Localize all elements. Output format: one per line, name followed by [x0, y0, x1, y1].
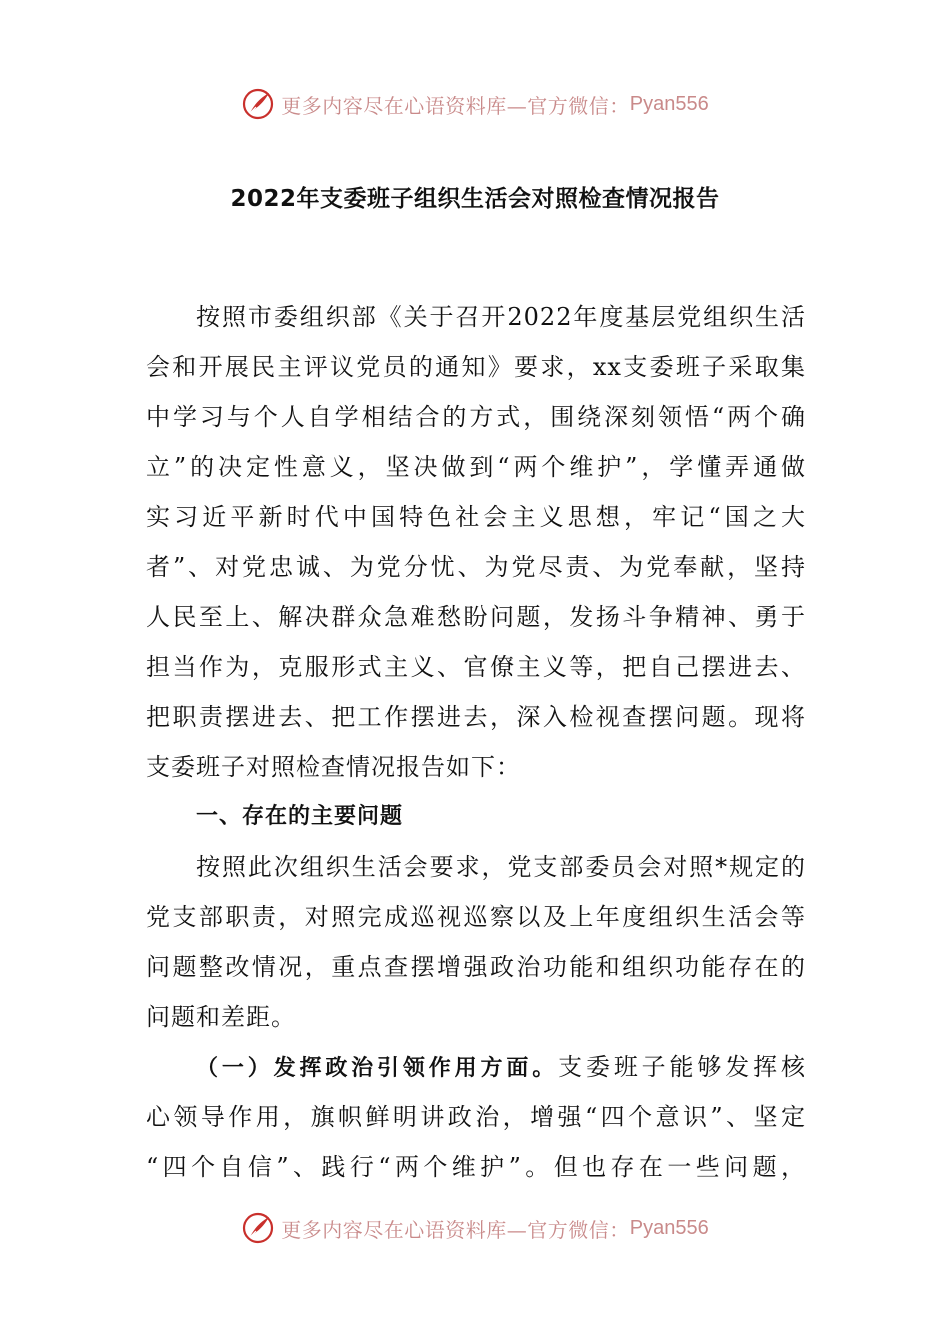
document-title: 2022年支委班子组织生活会对照检查情况报告: [230, 186, 720, 212]
quill-logo-icon: [241, 1211, 275, 1245]
watermark-wechat-id: Pyan556: [629, 1216, 709, 1239]
paragraph-line: 问题整改情况，重点查摆增强政治功能和组织功能存在的: [146, 953, 806, 981]
paragraph-line: 会和开展民主评议党员的通知》要求，xx支委班子采取集: [146, 353, 806, 381]
section-heading: 一、存在的主要问题: [196, 804, 404, 829]
quill-logo-icon: [241, 87, 275, 121]
paragraph-line: 问题和差距。: [146, 1003, 296, 1031]
paragraph-line: 担当作为，克服形式主义、官僚主义等，把自己摆进去、: [146, 653, 806, 681]
paragraph-line: 按照此次组织生活会要求，党支部委员会对照*规定的: [196, 853, 806, 881]
paragraph-line: 心领导作用，旗帜鲜明讲政治，增强“四个意识”、坚定: [146, 1103, 806, 1131]
subsection-heading: （一）发挥政治引领作用方面。: [196, 1056, 559, 1081]
paragraph-line: 支委班子对照检查情况报告如下：: [146, 753, 521, 781]
subsection-text: 支委班子能够发挥核: [558, 1053, 806, 1081]
paragraph-line: 者”、对党忠诚、为党分忧、为党尽责、为党奉献，坚持: [146, 553, 806, 581]
watermark-text: 更多内容尽在心语资料库—官方微信：: [281, 93, 630, 118]
watermark-wechat-id: Pyan556: [629, 92, 709, 115]
paragraph-line: “四个自信”、践行“两个维护”。但也存在一些问题，: [146, 1153, 806, 1181]
paragraph-line: 人民至上、解决群众急难愁盼问题，发扬斗争精神、勇于: [146, 603, 806, 631]
paragraph-line: 立”的决定性意义，坚决做到“两个维护”，学懂弄通做: [146, 453, 806, 481]
subsection-first-line: [146, 1042, 806, 1092]
watermark-text: 更多内容尽在心语资料库—官方微信：: [281, 1217, 630, 1242]
watermark-header: [0, 84, 950, 124]
paragraph-line: 实习近平新时代中国特色社会主义思想，牢记“国之大: [146, 503, 806, 531]
paragraph-line: 按照市委组织部《关于召开2022年度基层党组织生活: [196, 303, 806, 331]
paragraph-line: 党支部职责，对照完成巡视巡察以及上年度组织生活会等: [146, 903, 806, 931]
watermark-footer: [0, 1208, 950, 1248]
paragraph-line: 把职责摆进去、把工作摆进去，深入检视查摆问题。现将: [146, 703, 806, 731]
document-body: [146, 292, 806, 1192]
paragraph-line: 中学习与个人自学相结合的方式，围绕深刻领悟“两个确: [146, 403, 806, 431]
